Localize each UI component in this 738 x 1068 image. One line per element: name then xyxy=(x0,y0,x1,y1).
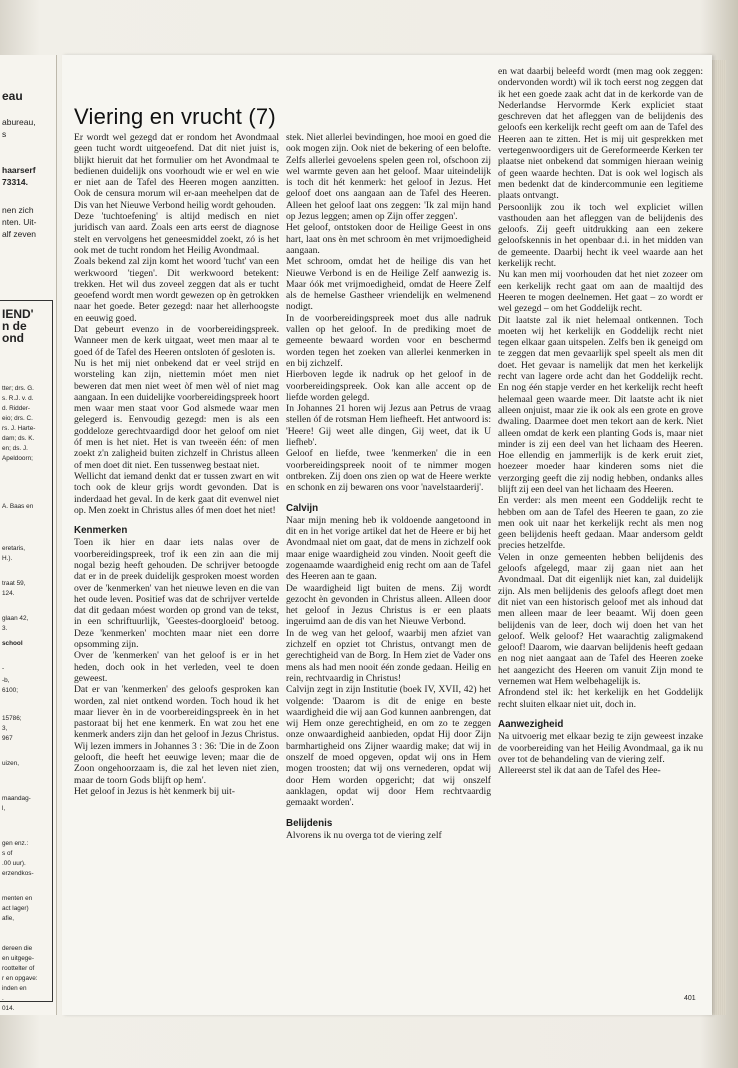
previous-page-text: traat 59, xyxy=(2,580,26,587)
previous-page-text: 014. xyxy=(2,1005,15,1012)
previous-page-text: en; ds. J. xyxy=(2,445,28,452)
paragraph: Zoals bekend zal zijn komt het woord 'tucht' van een werkwoord 'tiegen'. Dit werkwoord betekent: trekken. Het wil dus zoveel zeggen dat als er tucht geoefend wordt men wordt gewezen op èn getrokken naar het goede. Beter gezegd: naar het allerhoogste en eeuwig goed. xyxy=(74,256,279,324)
previous-page-text: .00 uur). xyxy=(2,860,26,867)
previous-page-text: act lager) xyxy=(2,905,29,912)
previous-page-text: H.). xyxy=(2,555,13,562)
paragraph: Nu is het mij niet onbekend dat er veel strijd en worsteling kan zijn, niettemin móet men niet beweren dat men niet weet òf men wèl of niet mag aangaan. In een duidelijke voorbereidingspreek hoort men waar men staat voor God alsmede waar men gelegerd is. Eenvoudig gezegd: men is als een goddeloze gerechtvaardigd door het geloof om niet óf men is het niet. Het is van tweeën één: of men zoekt z'n zaligheid buiten zichzelf in Christus alleen of men doet dit niet. Een tussenweg bestaat niet. xyxy=(74,357,279,471)
previous-page-text: tter; drs. G. xyxy=(2,385,34,392)
paragraph: Toen ik hier en daar iets nalas over de voorbereidingspreek, trof ik een zin aan die mij nogal bezig heeft gehouden. De schrijver betoogde dat er in de preek duidelijk gesproken moest worden over de 'kenmerken' van het nieuwe leven en die van het oude leven. Positief was dat de schrijver vertelde dat dit gedaan móest worden op grond van de tekst, in een schriftuurlijk, 'Geestes-doorgloeid' betoog. Deze 'kenmerken' mochten maar niet een dorre opsomming zijn. xyxy=(74,537,279,651)
previous-page-text: 3. xyxy=(2,625,8,632)
paragraph: Naar mijn mening heb ik voldoende aangetoond in dit en in het vorige artikel dat het de Heere er bij het Avondmaal niet om gaat, dat de mens in zichzelf ook maar enige waardigheid zou vinden. Nooit geeft die zogenaamde waardigheid enig recht om aan de Tafel des Heeren aan te gaan. xyxy=(286,514,491,583)
previous-page-text: 3, xyxy=(2,725,8,732)
paragraph: De waardigheid ligt buiten de mens. Zij wordt gezocht èn gevonden in Christus alleen. Alleen door het geloof in Jezus Christus is er een plaats ingeruimd aan de dis van het Nieuwe Verbond. xyxy=(286,582,491,628)
previous-page-text: menten en xyxy=(2,895,33,902)
previous-page-text: glaan 42, xyxy=(2,615,29,622)
paragraph: Wellicht dat iemand denkt dat er tussen zwart en wit toch ook de kleur grijs wordt gevonden. Dat is inderdaad het geval. In de kerk gaat dit evenwel niet op. Men zoekt in Christus alles óf men doet het niet! xyxy=(74,470,279,516)
paragraph: Dat gebeurt evenzo in de voorbereidingspreek. Wanneer men de kerk uitgaat, weet men maar al te goed óf de Tafel des Heeren ontsloten óf gesloten is. xyxy=(74,324,279,358)
paragraph: Persoonlijk zou ik toch wel expliciet willen vasthouden aan het afleggen van de belijdenis des geloofs. Zij geeft uitdrukking aan een zekere geloofskennis in het openbaar d.i. in het midden van de gemeente. Daarbij hecht ik veel waarde aan het kerkelijk recht. xyxy=(498,201,703,270)
paragraph: Allereerst stel ik dat aan de Tafel des Hee- xyxy=(498,765,661,777)
paragraph: In Johannes 21 horen wij Jezus aan Petrus de vraag stellen óf de rotsman Hem liefheeft. Het antwoord is: 'Heere! Gij weet alle dingen, Gij weet, dat ik U liefheb'. xyxy=(286,403,491,449)
previous-page-text: -b, xyxy=(2,677,10,684)
previous-page-text: - xyxy=(2,665,5,672)
previous-page-text: 6100; xyxy=(2,687,18,694)
previous-page-text: alf zeven xyxy=(2,229,37,239)
paragraph: Over de 'kenmerken' van het geloof is er in het heden, doch ook in het verleden, veel te doen geweest. xyxy=(74,650,279,684)
paragraph: Calvijn zegt in zijn Institutie (boek IV, XVII, 42) het volgende: 'Daarom is dit de enige en beste waardigheid die wij aan God kunnen aanbrengen, dat wij Hem onze gerechtigheid, en om zo te zeggen onze onwaardigheid aanbieden, opdat Hij door Zijn barmhartigheid ons Zijner waardig make; dat wij in onszelf de moed opgeven, opdat wij ons in Hem mogen troosten; dat wij ons vernederen, opdat wij door Hem worden opgericht; dat wij onszelf aanklagen, opdat wij door Hem rechtvaardig gemaakt worden'. xyxy=(286,684,491,809)
previous-page-text: s. R.J. v. d. xyxy=(2,395,34,402)
paragraph: Velen in onze gemeenten hebben belijdenis des geloofs afgelegd, maar zij gaan niet aan het Avondmaal. Dat dit eigenlijk niet kan, zal duidelijk zijn. Als men belijdenis des geloofs aflegt doet men dit niet van een historisch geloof met als inhoud dat men alleen maar de leer beaamt. Wij doen geen belijdenis van de leer, doch wij doen het van het geloof. Welk geloof? Het waarachtig zaligmakend geloof! Daarom, wie daarvan belijdenis heeft gedaan en nog niet aangaat aan de Tafel des Heeren zoeke het aangezicht des Heeren om vanuit Zijn mond te vernemen wat Hem welbehagelijk is. xyxy=(498,551,703,688)
previous-page-text: 15786; xyxy=(2,715,22,722)
previous-page-text: l, xyxy=(2,805,6,812)
section-heading: Aanwezigheid xyxy=(498,718,564,730)
previous-page-text: nten. Uit- xyxy=(2,217,37,227)
previous-page-text: afie, xyxy=(2,915,15,922)
paragraph: Er wordt wel gezegd dat er rondom het Avondmaal geen tucht wordt uitgeoefend. Dat dit niet juist is, blijkt hieruit dat het formulier om het Avondmaal te bedienen duidelijk ons voorhoudt wie er wel en wie er niet aan de Tafel des Heeren mogen aanzitten. Ook de censura morum wil er-aan meehelpen dat de Dis van het Nieuwe Verbond heilig wordt gehouden. xyxy=(74,132,279,211)
previous-page-text: eretaris, xyxy=(2,545,26,552)
paragraph: Met schroom, omdat het de heilige dis van het Nieuwe Verbond is en de Heilige Zelf aanwezig is. Maar óók met vrijmoedigheid, omdat de Heere Zelf als de hemelse Gastheer vriendelijk en welmenend nodigt. xyxy=(286,256,491,313)
paragraph: Nu kan men mij voorhouden dat het niet zozeer om een kerkelijk recht gaat om aan de maaltijd des Heeren te mogen deelnemen. Het gaat – zo wordt er wel gezegd – om het Goddelijk recht. xyxy=(498,269,703,315)
paragraph: Afrondend stel ik: het kerkelijk en het Goddelijk recht sluiten elkaar niet uit, doch in. xyxy=(498,687,703,710)
previous-page-text: dereen die xyxy=(2,945,33,952)
paragraph: Alvorens ik nu overga tot de viering zelf xyxy=(286,829,442,841)
previous-page-text: uizen, xyxy=(2,760,20,767)
previous-page-text: . xyxy=(2,995,4,1002)
paragraph: In de weg van het geloof, waarbij men afziet van zichzelf en opziet tot Christus, ontvangt men de gerechtigheid van de Borg. In Hem ziet de Vader ons mens als had men nooit één zonde gedaan. Heilig en rein, rechtvaardig in Christus! xyxy=(286,627,491,684)
previous-page-text: r en opgave: xyxy=(2,975,38,982)
previous-page-text: 124. xyxy=(2,590,15,597)
article-title: Viering en vrucht (7) xyxy=(74,104,276,129)
paragraph: stek. Niet allerlei bevindingen, hoe mooi en goed die ook mogen zijn. Ook niet de bekering of een belofte. Zelfs allerlei gevoelens spelen geen rol, ofschoon zij wel warmte geven aan het geloof. Maar uiteindelijk is toch dit hét kenmerk: het geloof in Jezus. Het geloof doet ons aangaan aan de Tafel des Heeren. Alleen het geloof laat ons zeggen: 'Ik zal mijn hand op Jezus leggen; amen op Zijn offer zeggen'. xyxy=(286,132,491,223)
previous-page-text: s of xyxy=(2,850,13,857)
previous-page-text: n de xyxy=(2,319,27,333)
previous-page-text: IEND' xyxy=(2,307,34,321)
page-edge xyxy=(712,60,726,1015)
previous-page-text: Apeldoorn; xyxy=(2,455,33,462)
article-column-1 xyxy=(74,132,279,797)
previous-page-text: inden en xyxy=(2,985,27,992)
previous-page-text: dam; ds. K. xyxy=(2,435,35,442)
paragraph: Dit laatste zal ik niet helemaal ontkennen. Toch moeten wij het kerkelijk en Goddelijk recht niet tegen elkaar gaan uitspelen. Zelfs ben ik geneigd om te zeggen dat men gevaarlijk spel speelt als men dit doet. Het gevaar is namelijk dat men het kerkelijk recht van lagere orde acht dan het Goddelijk recht. En nog één stapje verder en het kerkelijk recht heeft helemaal geen waarde meer. Dit laatste acht ik niet alleen onjuist, maar zie ik ook als een grote en grove dwaling. Daarmee doet men tekort aan de kerk. Niet alleen omdat de kerk een planting Gods is, maar niet minder is zij een deel van het lichaam des Heeren. Hoe ellendig en jammerlijk is de kerk eruit ziet, hoezeer moeder haar kinderen soms niet die verzorging geeft die zij nodig hebben, ondanks alles blijft zij een deel van het lichaam des Heeren. xyxy=(498,314,703,495)
previous-page-text: 967 xyxy=(2,735,13,742)
paragraph: en wat daarbij beleefd wordt (men mag ook zeggen: ondervonden wordt) wil ik toch eerst nog zeggen dat ik het een goede zaak acht dat in de kerkorde van de Nederlandse Hervormde Kerk expliciet staat geschreven dat het afleggen van de belijdenis des geloofs een kerkelijk recht geeft om aan de Tafel des Heeren aan te zitten. Het is mij uit gesprekken met vertegenwoordigers uit de Gereformeerde Kerken ter plaatse niet onbekend dat sommigen hieraan weinig of geen waarde hechten. Dat is ook wel logisch als men bedenkt dat de kindercommunie een legitieme plaats ontvangt. xyxy=(498,66,703,202)
paragraph: Na uitvoerig met elkaar bezig te zijn geweest inzake de voorbereiding van het Heilig Avondmaal, ga ik nu over tot de behandeling van de viering zelf. xyxy=(498,731,703,765)
paragraph: Geloof en liefde, twee 'kenmerken' die in een voorbereidingspreek nooit of te nimmer mogen ontbreken. Zij doen ons zien op wat de Heere werkte en schonk en zij bewaren ons voor 'navelstaarderij'. xyxy=(286,448,491,494)
section-heading: Kenmerken xyxy=(74,525,128,537)
previous-page-text: haarserf xyxy=(2,165,36,175)
paragraph: Dat er van 'kenmerken' des geloofs gesproken kan worden, zal niet ontkend worden. Toch houd ik het maar liever èn in de voorbereidingspreek èn in het pastoraat bij het ene kenmerk. En wat zou het ene kenmerk anders zijn dan het geloof in Jezus Christus. Wij lezen immers in Johannes 3 : 36: 'Die in de Zoon gelooft, die heeft het eeuwige leven; maar die de Zoon ongehoorzaam is, die zal het leven niet zien, maar de toorn Gods blijft op hem'. xyxy=(74,684,279,786)
paragraph: Hierboven legde ik nadruk op het geloof in de voorbereidingspreek. Ook kan alle accent op de liefde worden gelegd. xyxy=(286,369,491,403)
previous-page-text: s xyxy=(2,129,7,139)
previous-page-text: erzendkos- xyxy=(2,870,34,877)
previous-page-text: roottelter of xyxy=(2,965,35,972)
previous-page-text: maandag- xyxy=(2,795,31,802)
paragraph: Deze 'tuchtoefening' is altijd medisch en niet juridisch van aard. Zoals een arts eerst de diagnose stelt en vervolgens het geneesmiddel zoekt, zó is het ook met de tucht rondom het Heilig Avondmaal. xyxy=(74,211,279,256)
paragraph: Het geloof in Jezus is hèt kenmerk bij uit- xyxy=(74,785,235,797)
article-column-3 xyxy=(498,66,703,776)
previous-page-text: d. Ridder- xyxy=(2,405,31,412)
paragraph: In de voorbereidingspreek moet dus alle nadruk vallen op het geloof. In de prediking moet de gemeente bewaard worden voor en beschermd worden tegen het zoeken van allerlei kenmerken in en bij zichzelf. xyxy=(286,312,491,369)
previous-page-text: ond xyxy=(2,331,24,345)
previous-page-text: en uitgege- xyxy=(2,955,34,962)
previous-page-text: A. Baas en xyxy=(2,503,34,510)
page-number: 401 xyxy=(684,995,696,1002)
previous-page-text: eio; drs. C. xyxy=(2,415,33,422)
previous-page-text: abureau, xyxy=(2,117,36,127)
paragraph: Het geloof, ontstoken door de Heilige Geest in ons hart, laat ons èn met schroom èn met vrijmoedigheid aangaan. xyxy=(286,222,491,256)
previous-page-text: nen zich xyxy=(2,205,34,215)
previous-page-text: gen enz.: xyxy=(2,840,29,847)
previous-page-strip xyxy=(0,55,57,1015)
section-heading: Belijdenis xyxy=(286,817,333,829)
previous-page-text: school xyxy=(2,640,23,647)
previous-page-text: rs. J. Harte- xyxy=(2,425,36,432)
previous-page-text: 73314. xyxy=(2,177,28,187)
article-column-2 xyxy=(286,132,491,841)
previous-page-text: eau xyxy=(2,89,23,103)
paragraph: En verder: als men meent een Goddelijk recht te hebben om aan de Tafel des Heeren te gaan, zo zie men ook uit naar het kerkelijk recht als men nog geen belijdenis heeft gedaan. Maar andersom geldt precies hetzelfde. xyxy=(498,495,703,552)
section-heading: Calvijn xyxy=(286,502,319,514)
